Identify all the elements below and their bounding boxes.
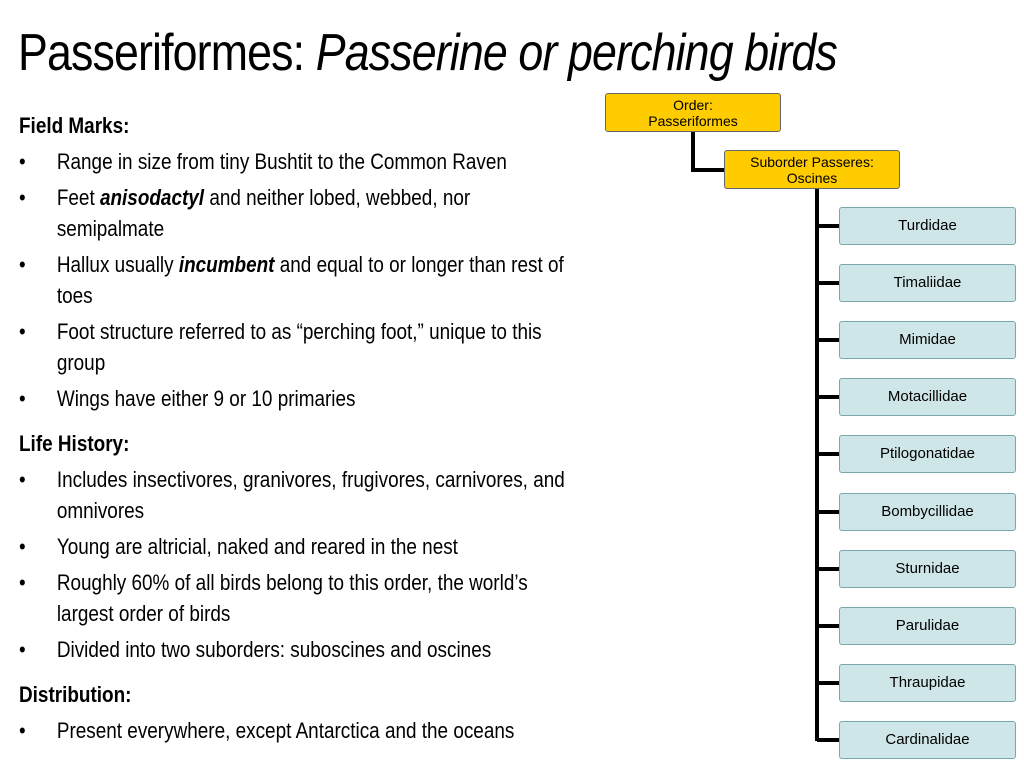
life-history-list [19,464,569,665]
slide-title [18,22,837,84]
suborder-box-line2: Oscines [786,169,838,186]
order-box-line2: Passeriformes [648,112,738,129]
family-label: Turdidae [898,217,957,234]
family-box [839,321,1016,359]
family-box [839,264,1016,302]
family-label: Cardinalidae [885,731,970,748]
field-marks-heading: Field Marks: [19,113,130,138]
life-history-item: • Roughly 60% of all birds belong to this order, the world’s largest order of birds [19,567,569,629]
field-mark-text: Hallux usually [56,252,179,277]
field-mark-item [19,249,569,311]
distribution-item: • Present everywhere, except Antarctica and the oceans [19,715,569,746]
family-box [839,607,1016,645]
suborder-box [724,150,900,189]
order-box-line1: Order: [673,96,713,113]
field-mark-term: anisodactyl [99,185,205,210]
family-label: Parulidae [895,617,960,634]
field-mark-term: incumbent [178,252,275,277]
distribution-list [19,715,569,746]
field-mark-item: • Wings have either 9 or 10 primaries [19,383,569,414]
order-to-suborder-connector [693,132,724,170]
family-box [839,550,1016,588]
field-marks-list [19,146,569,414]
family-box [839,493,1016,531]
field-mark-item [19,182,569,244]
life-history-heading: Life History: [19,431,130,456]
family-label: Timaliidae [893,274,962,291]
field-mark-text: and neither lobed, webbed, nor semipalmate [56,185,471,241]
distribution-heading: Distribution: [19,682,132,707]
life-history-item: • Young are altricial, naked and reared in the nest [19,531,569,562]
family-label: Mimidae [899,331,956,348]
suborder-box-line1: Suborder Passeres: [750,153,874,170]
family-label: Bombycillidae [881,503,974,520]
field-mark-item: • Range in size from tiny Bushtit to the Common Raven [19,146,569,177]
field-mark-text: and equal to or longer than rest of toes [56,252,564,308]
family-label: Ptilogonatidae [879,445,976,462]
order-box [605,93,781,132]
family-box [839,435,1016,473]
family-label: Thraupidae [889,674,966,691]
family-box [839,721,1016,759]
title-subtitle: Passerine or perching birds [315,24,837,82]
life-history-item: • Includes insectivores, granivores, frugivores, carnivores, and omnivores [19,464,569,526]
life-history-item: • Divided into two suborders: suboscines and oscines [19,634,569,665]
text-content [19,110,569,760]
family-box [839,664,1016,702]
field-mark-text: Feet [56,185,100,210]
field-mark-item: • Foot structure referred to as “perching foot,” unique to this group [19,316,569,378]
family-label: Sturnidae [895,560,960,577]
family-box [839,378,1016,416]
title-main: Passeriformes: [18,24,316,82]
family-box [839,207,1016,245]
family-label: Motacillidae [887,388,968,405]
